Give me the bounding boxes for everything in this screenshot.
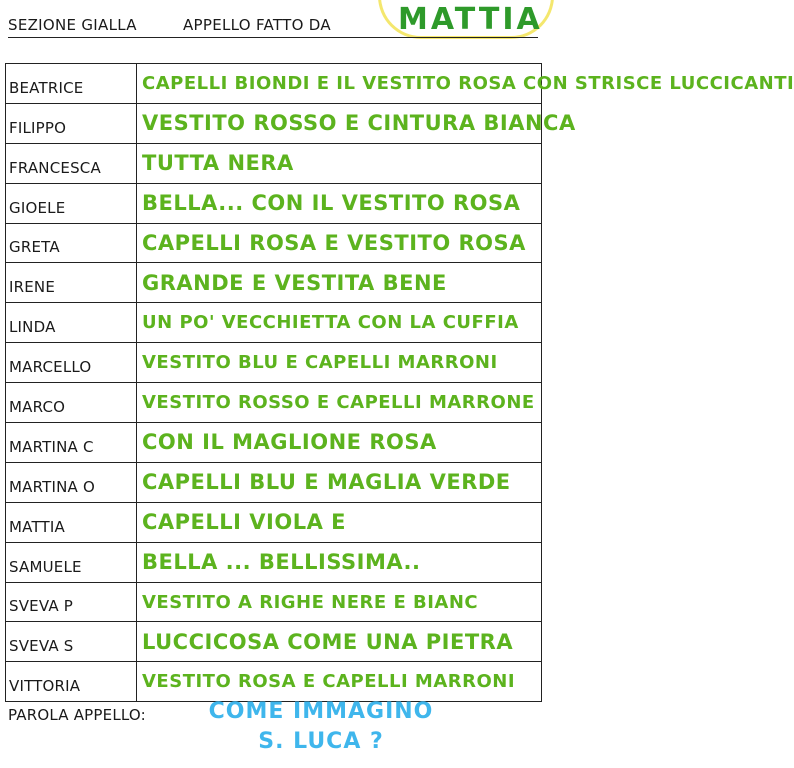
- child-name: LINDA: [6, 303, 137, 342]
- table-row: [6, 383, 541, 423]
- child-description: VESTITO A RIGHE NERE E BIANC: [142, 591, 479, 613]
- child-name: SAMUELE: [6, 543, 137, 582]
- child-name: MARTINA O: [6, 463, 137, 502]
- table-row: [6, 104, 576, 144]
- roll-call-word-label: PAROLA APPELLO:: [8, 706, 146, 724]
- child-name: BEATRICE: [6, 64, 137, 103]
- child-description: CAPELLI VIOLA E: [142, 510, 346, 535]
- table-row: [6, 343, 541, 383]
- table-row: [6, 423, 541, 463]
- child-description: CAPELLI BLU E MAGLIA VERDE: [142, 470, 511, 495]
- child-description: LUCCICOSA COME UNA PIETRA: [142, 629, 514, 654]
- child-name: FRANCESCA: [6, 144, 137, 183]
- table-row: [6, 224, 541, 264]
- child-description: UN PO' VECCHIETTA CON LA CUFFIA: [142, 312, 519, 334]
- table-row: [6, 543, 541, 583]
- child-description: BELLA ... BELLISSIMA..: [142, 550, 421, 575]
- table-row: [6, 303, 541, 343]
- child-description: CAPELLI ROSA E VESTITO ROSA: [142, 231, 526, 255]
- child-description: VESTITO BLU E CAPELLI MARRONI: [142, 352, 498, 374]
- roll-call-word-value: [176, 697, 466, 757]
- child-description: TUTTA NERA: [142, 151, 294, 176]
- child-name: MARCO: [6, 383, 137, 422]
- child-description: BELLA... CON IL VESTITO ROSA: [142, 191, 521, 216]
- child-description: VESTITO ROSSO E CAPELLI MARRONE: [142, 392, 535, 414]
- child-name: IRENE: [6, 263, 137, 302]
- section-title: SEZIONE GIALLA: [8, 16, 137, 34]
- sheet-header: [8, 2, 548, 38]
- table-row: [6, 662, 541, 701]
- child-description: VESTITO ROSA E CAPELLI MARRONI: [142, 671, 516, 693]
- child-description: VESTITO ROSSO E CINTURA BIANCA: [142, 111, 576, 136]
- child-name: GIOELE: [6, 184, 137, 223]
- table-row: [6, 583, 541, 623]
- child-name: VITTORIA: [6, 662, 137, 701]
- child-description: CON IL MAGLIONE ROSA: [142, 430, 437, 455]
- child-name: GRETA: [6, 224, 137, 263]
- roll-call-word-section: [8, 699, 558, 763]
- header-rule: [8, 37, 538, 38]
- table-row: [6, 184, 541, 224]
- table-row: [6, 64, 794, 104]
- child-name: MARCELLO: [6, 343, 137, 382]
- roll-call-word-line-2: S. LUCA ?: [258, 729, 384, 754]
- child-name: SVEVA S: [6, 622, 137, 661]
- roll-call-label: APPELLO FATTO DA: [183, 16, 331, 34]
- child-name: MARTINA C: [6, 423, 137, 462]
- table-row: [6, 503, 541, 543]
- table-row: [6, 144, 541, 184]
- roll-call-word-line-1: COME IMMAGINO: [208, 699, 434, 724]
- table-row: [6, 463, 541, 503]
- table-row: [6, 263, 541, 303]
- child-description: CAPELLI BIONDI E IL VESTITO ROSA CON STRISCE LUCCICANTI: [142, 72, 794, 94]
- roll-call-table: [5, 63, 794, 702]
- child-description: GRANDE E VESTITA BENE: [142, 270, 447, 295]
- child-name: FILIPPO: [6, 104, 137, 143]
- child-name: MATTIA: [6, 503, 137, 542]
- table-row: [6, 622, 541, 662]
- roll-call-by-name: MATTIA: [398, 2, 543, 37]
- child-name: SVEVA P: [6, 583, 137, 622]
